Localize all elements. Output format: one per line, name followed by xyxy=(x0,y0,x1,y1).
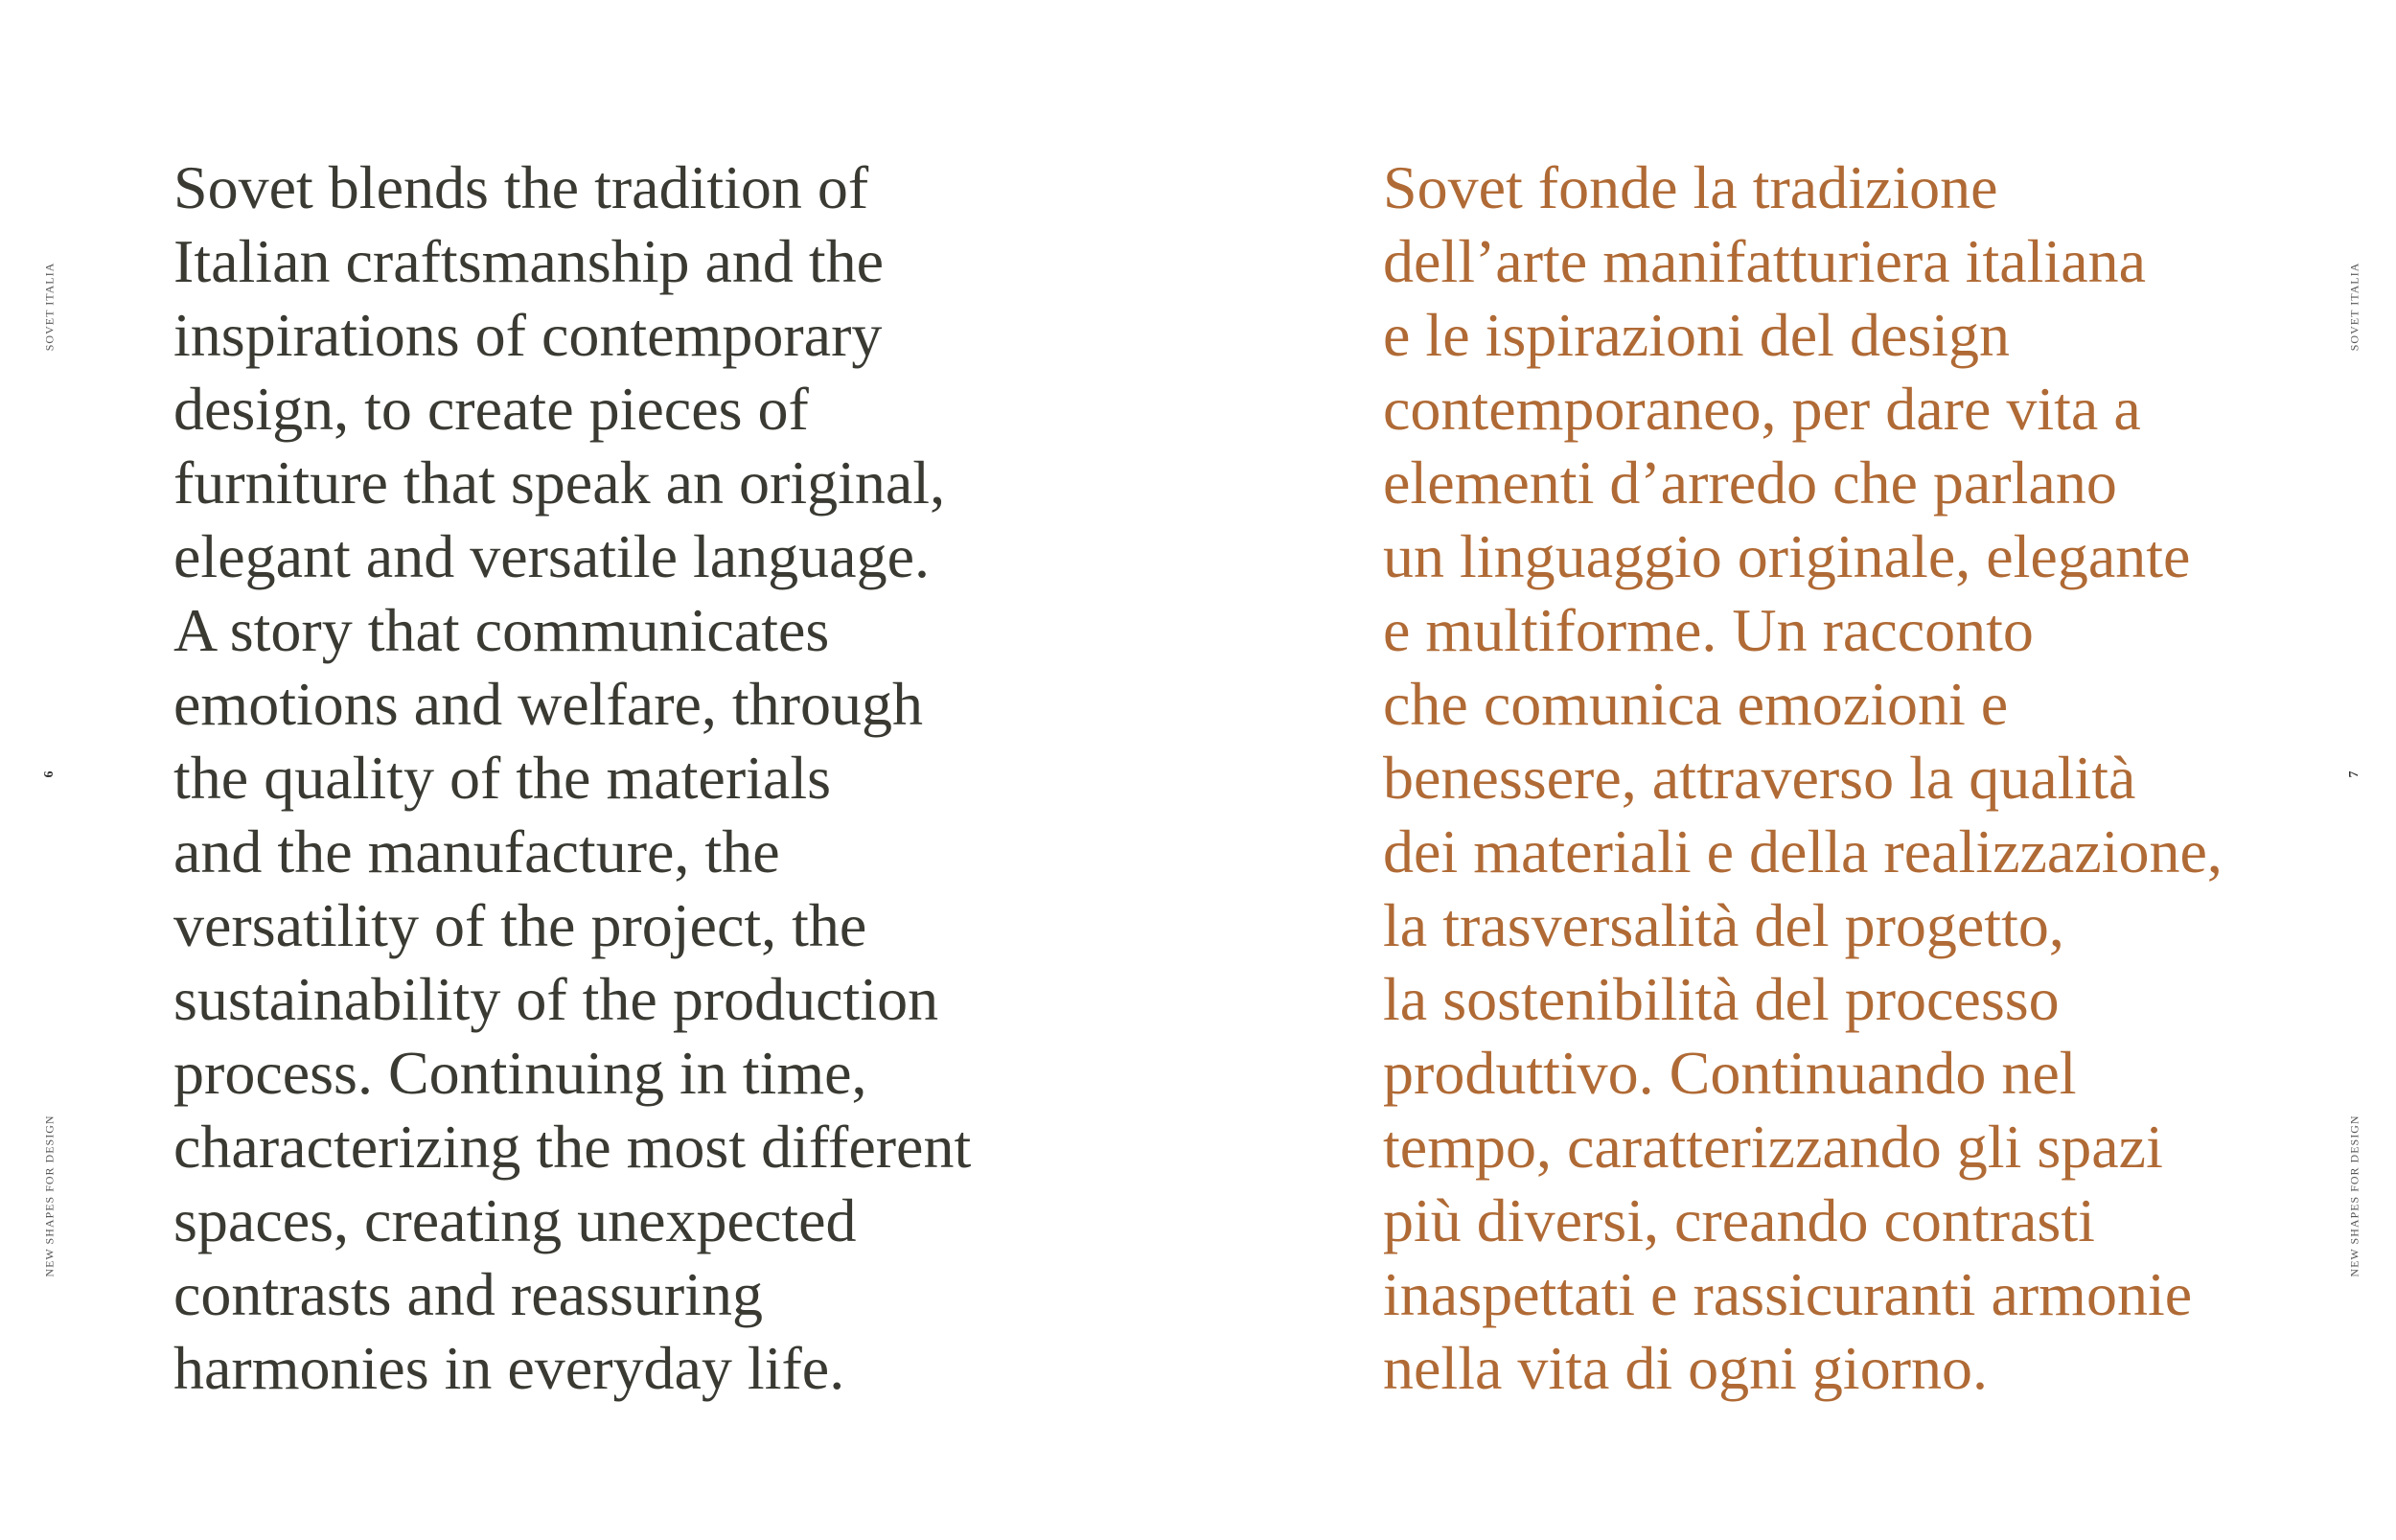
text-line: elementi d’arredo che parlano xyxy=(1383,448,2117,517)
text-line: the quality of the materials xyxy=(173,744,831,812)
text-line: dell’arte manifatturiera italiana xyxy=(1383,227,2146,295)
text-line: nella vita di ogni giorno. xyxy=(1383,1334,1988,1402)
text-line: elegant and versatile language. xyxy=(173,522,930,590)
text-line: la trasversalità del progetto, xyxy=(1383,891,2064,959)
left-running-header: SOVET ITALIA xyxy=(42,262,57,352)
text-line: benessere, attraverso la qualità xyxy=(1383,744,2136,812)
text-line: contemporaneo, per dare vita a xyxy=(1383,375,2141,443)
text-line: più diversi, creando contrasti xyxy=(1383,1186,2095,1254)
right-running-footer: NEW SHAPES FOR DESIGN xyxy=(2347,1115,2361,1277)
text-line: tempo, caratterizzando gli spazi xyxy=(1383,1113,2163,1181)
text-line: Italian craftsmanship and the xyxy=(173,227,885,295)
text-line: harmonies in everyday life. xyxy=(173,1334,845,1402)
text-line: versatility of the project, the xyxy=(173,891,867,959)
right-page-number: 7 xyxy=(2347,770,2361,778)
text-line: inspirations of contemporary xyxy=(173,301,883,369)
text-line: spaces, creating unexpected xyxy=(173,1186,857,1254)
text-line: produttivo. Continuando nel xyxy=(1383,1039,2077,1107)
italian-paragraph xyxy=(1383,150,2223,1405)
english-paragraph xyxy=(173,150,971,1405)
left-running-footer: NEW SHAPES FOR DESIGN xyxy=(42,1115,57,1277)
text-line: Sovet blends the tradition of xyxy=(173,153,869,221)
text-line: contrasts and reassuring xyxy=(173,1260,763,1328)
text-line: e multiforme. Un racconto xyxy=(1383,596,2034,664)
text-line: la sostenibilità del processo xyxy=(1383,965,2060,1033)
left-page-number: 6 xyxy=(42,770,57,778)
text-line: Sovet fonde la tradizione xyxy=(1383,153,1998,221)
text-line: furniture that speak an original, xyxy=(173,448,946,517)
text-line: characterizing the most different xyxy=(173,1113,972,1181)
text-line: e le ispirazioni del design xyxy=(1383,301,2011,369)
text-line: emotions and welfare, through xyxy=(173,670,923,738)
text-line: and the manufacture, the xyxy=(173,817,780,885)
text-line: design, to create pieces of xyxy=(173,375,809,443)
text-line: inaspettati e rassicuranti armonie xyxy=(1383,1260,2193,1328)
right-running-header: SOVET ITALIA xyxy=(2347,262,2361,352)
text-line: dei materiali e della realizzazione, xyxy=(1383,817,2223,885)
text-line: un linguaggio originale, elegante xyxy=(1383,522,2191,590)
text-line: process. Continuing in time, xyxy=(173,1039,867,1107)
text-line: sustainability of the production xyxy=(173,965,939,1033)
text-line: che comunica emozioni e xyxy=(1383,670,2009,738)
text-line: A story that communicates xyxy=(173,596,830,664)
right-page xyxy=(1198,0,2396,1540)
